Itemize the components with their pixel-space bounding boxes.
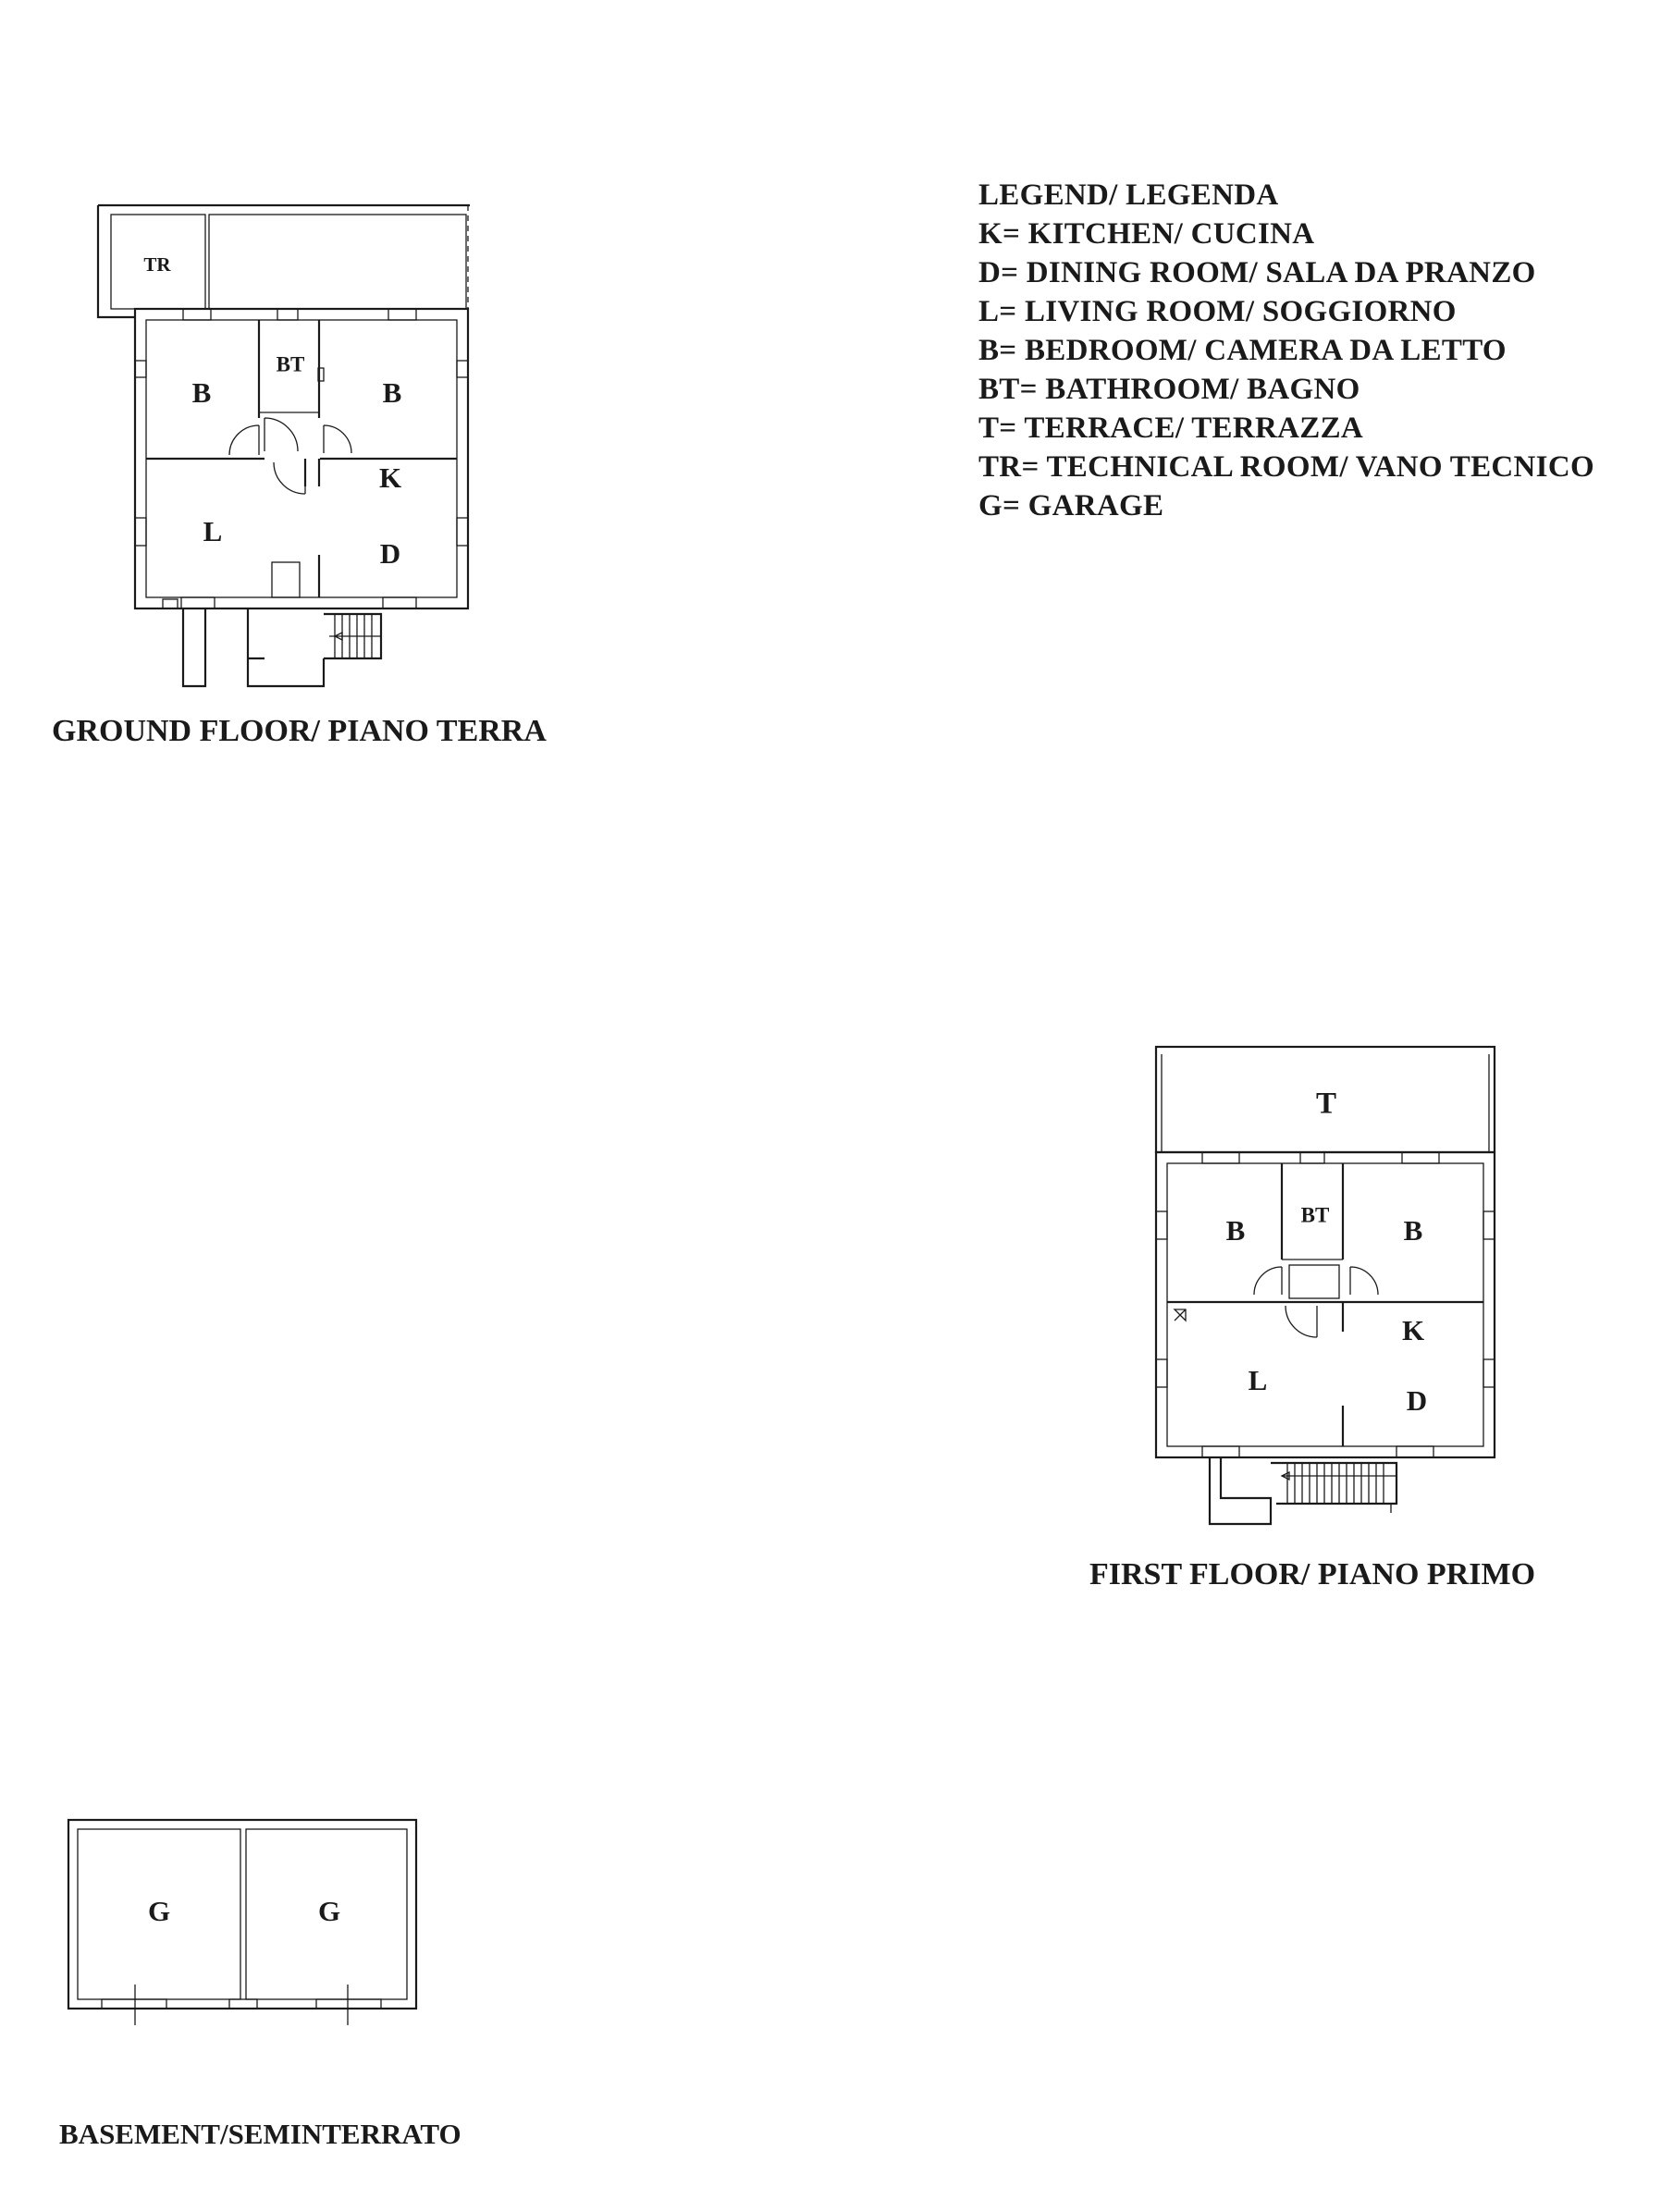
basement-plan (68, 1820, 416, 2025)
first-living-door (1286, 1306, 1317, 1337)
ground-outdoor-area (209, 215, 466, 309)
first-hall (1289, 1265, 1339, 1298)
ground-floor-plan (98, 205, 470, 686)
ground-room-living: L (203, 515, 223, 548)
legend-item-living: L= LIVING ROOM/ SOGGIORNO (978, 295, 1457, 328)
legend-item-terrace: T= TERRACE/ TERRAZZA (978, 412, 1364, 445)
first-chimney (1175, 1309, 1186, 1321)
basement-doors (102, 1985, 381, 2025)
basement-outer-wall (68, 1820, 416, 2009)
ground-room-bedroom-left: B (191, 376, 212, 410)
first-floor-plan (1156, 1047, 1495, 1524)
first-bedroom-left-door (1254, 1267, 1282, 1295)
first-room-dining: D (1406, 1384, 1428, 1418)
legend-item-dining: D= DINING ROOM/ SALA DA PRANZO (978, 256, 1536, 289)
ground-room-bathroom: BT (276, 352, 305, 376)
ground-entrance-walls (183, 608, 381, 686)
first-outer-wall (1156, 1152, 1495, 1457)
first-windows (1156, 1152, 1495, 1457)
first-room-living: L (1248, 1364, 1268, 1397)
first-room-bedroom-right: B (1403, 1214, 1423, 1247)
ground-room-kitchen: K (378, 461, 402, 495)
first-room-bedroom-left: B (1225, 1214, 1246, 1247)
ground-bedroom-right-door (324, 425, 351, 453)
first-room-bathroom: BT (1300, 1203, 1330, 1227)
first-bedroom-right-door (1350, 1267, 1378, 1295)
ground-room-dining: D (379, 537, 401, 571)
ground-bedroom-left-door (229, 425, 259, 455)
legend-item-garage: G= GARAGE (978, 489, 1164, 522)
first-stairs (1282, 1463, 1396, 1513)
legend-title: LEGEND/ LEGENDA (978, 178, 1279, 212)
ground-bath-door (265, 418, 298, 451)
ground-room-tr: TR (143, 252, 171, 276)
first-room-terrace: T (1315, 1087, 1337, 1121)
ground-room-bedroom-right: B (382, 376, 402, 410)
ground-floor-caption: GROUND FLOOR/ PIANO TERRA (52, 714, 547, 748)
legend-item-kitchen: K= KITCHEN/ CUCINA (978, 217, 1315, 251)
ground-entrance-post (163, 599, 178, 608)
legend-item-bathroom: BT= BATHROOM/ BAGNO (978, 373, 1360, 406)
first-room-kitchen: K (1401, 1314, 1425, 1347)
basement-room-garage-left: G (147, 1895, 171, 1928)
legend-item-technical-room: TR= TECHNICAL ROOM/ VANO TECNICO (978, 450, 1594, 484)
basement-room-garage-right: G (317, 1895, 341, 1928)
legend-item-bedroom: B= BEDROOM/ CAMERA DA LETTO (978, 334, 1507, 367)
basement-caption: BASEMENT/SEMINTERRATO (59, 2118, 461, 2150)
first-floor-caption: FIRST FLOOR/ PIANO PRIMO (1089, 1557, 1536, 1591)
ground-stairs (329, 614, 381, 658)
ground-living-door (274, 462, 305, 494)
ground-chimney (272, 562, 300, 597)
